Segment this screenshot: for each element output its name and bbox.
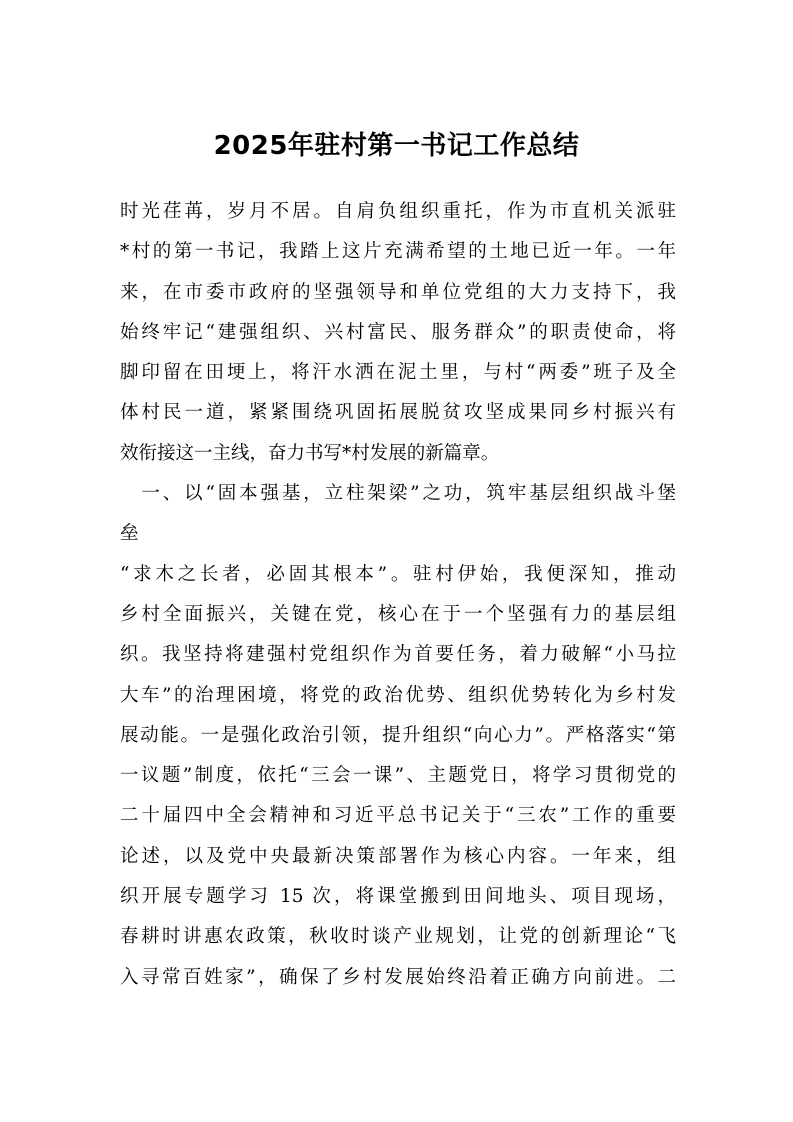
text-line: 二十届四中全会精神和习近平总书记关于“三农”工作的重要 bbox=[120, 805, 676, 827]
text-line: 入寻常百姓家”，确保了乡村发展始终沿着正确方向前进。二 bbox=[120, 966, 676, 988]
text-line: 始终牢记“建强组织、兴村富民、服务群众”的职责使命，将 bbox=[120, 321, 676, 343]
text-line: *村的第一书记，我踏上这片充满希望的土地已近一年。一年 bbox=[120, 241, 676, 263]
text-line: 效衔接这一主线，奋力书写*村发展的新篇章。 bbox=[120, 442, 500, 464]
text-line: 脚印留在田埂上，将汗水洒在泥土里，与村“两委”班子及全 bbox=[120, 362, 676, 384]
text-line: “求木之长者，必固其根本”。驻村伊始，我便深知，推动 bbox=[120, 563, 676, 585]
text-line: 体村民一道，紧紧围绕巩固拓展脱贫攻坚成果同乡村振兴有 bbox=[120, 402, 676, 424]
text-line: 织。我坚持将建强村党组织作为首要任务，着力破解“小马拉 bbox=[120, 644, 676, 666]
section-heading-line: 一、以“固本强基，立柱架梁”之功，筑牢基层组织战斗堡 bbox=[120, 483, 676, 505]
document-title: 2025年驻村第一书记工作总结 bbox=[213, 131, 580, 161]
document-body bbox=[120, 192, 676, 998]
text-line: 春耕时讲惠农政策，秋收时谈产业规划，让党的创新理论“飞 bbox=[120, 926, 676, 948]
text-line: 时光荏苒，岁月不居。自肩负组织重托，作为市直机关派驻 bbox=[120, 201, 676, 222]
text-line: 织开展专题学习 15 次，将课堂搬到田间地头、项目现场， bbox=[120, 886, 676, 908]
text-line: 乡村全面振兴，关键在党，核心在于一个坚强有力的基层组 bbox=[120, 603, 676, 625]
text-line: 来，在市委市政府的坚强领导和单位党组的大力支持下，我 bbox=[120, 281, 676, 303]
text-line: 展动能。一是强化政治引领，提升组织“向心力”。严格落实“第 bbox=[120, 724, 676, 746]
section-heading-line: 垒 bbox=[120, 523, 139, 545]
text-line: 大车”的治理困境，将党的政治优势、组织优势转化为乡村发 bbox=[120, 684, 676, 706]
text-line: 一议题”制度，依托“三会一课”、主题党日，将学习贯彻党的 bbox=[120, 765, 676, 787]
text-line: 论述，以及党中央最新决策部署作为核心内容。一年来，组 bbox=[120, 845, 676, 867]
